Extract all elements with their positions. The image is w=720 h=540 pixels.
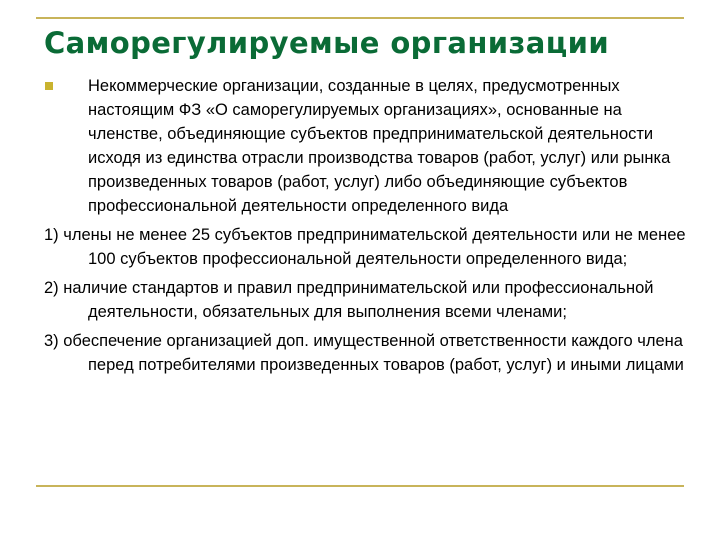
slide-body <box>44 74 692 382</box>
definition-text: Некоммерческие организации, созданные в целях, предусмотренных настоящим ФЗ «О саморегулируемых организациях», основанные на членстве, объединяющие субъектов предпринимательской деятельности исходя из единства отрасли производства товаров (работ, услуг) или рынка произведенных товаров (работ, услуг) либо объединяющие субъектов профессиональной деятельности определенного вида <box>88 77 671 215</box>
top-divider <box>36 17 684 19</box>
list-item-3: 3) обеспечение организацией доп. имущественной ответственности каждого члена перед потребителями произведенных товаров (работ, услуг) и иными лицами <box>44 332 684 374</box>
list-item-2: 2) наличие стандартов и правил предпринимательской или профессиональной деятельности, обязательных для выполнения всеми членами; <box>44 279 654 321</box>
definition-paragraph <box>44 74 692 218</box>
list-item-1: 1) члены не менее 25 субъектов предпринимательской деятельности или не менее 100 субъектов профессиональной деятельности определенного вида; <box>44 226 686 268</box>
slide-title: Саморегулируемые организации <box>44 26 610 60</box>
square-bullet-icon <box>45 82 53 90</box>
bottom-divider <box>36 485 684 487</box>
